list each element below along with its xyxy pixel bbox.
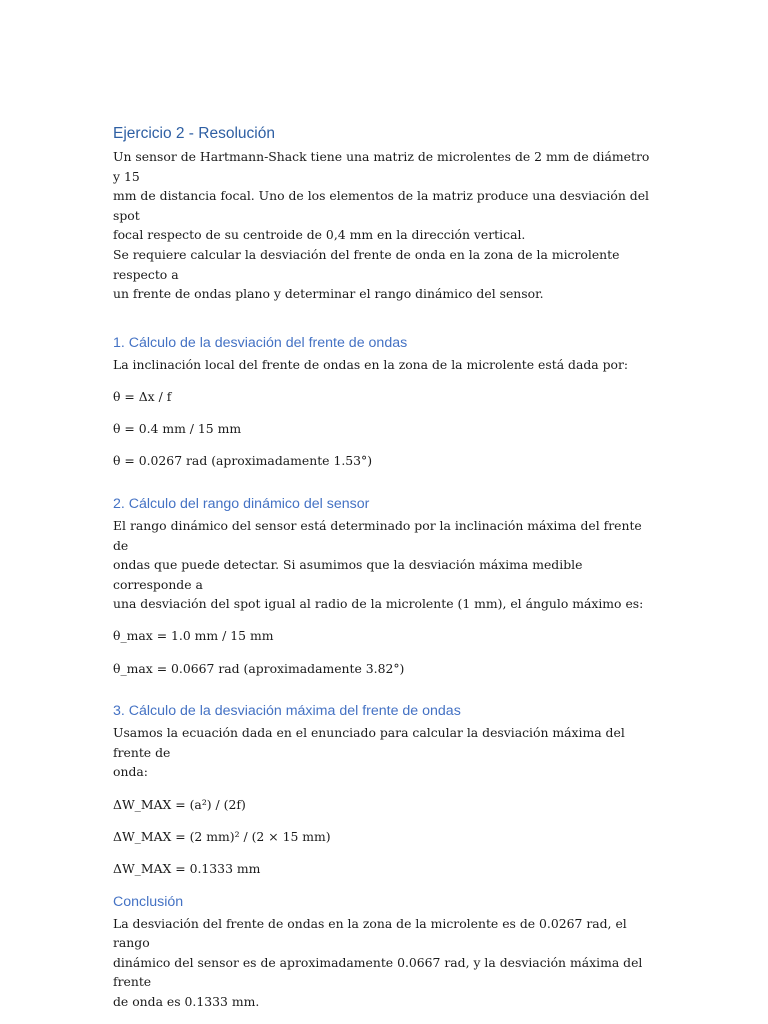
section3-line: onda:: [113, 764, 148, 780]
section2-heading: 2. Cálculo del rango dinámico del sensor: [113, 495, 370, 512]
section1-equation: θ = Δx / f: [113, 388, 172, 404]
section2-line: una desviación del spot igual al radio de la microlente (1 mm), el ángulo máximo es:: [113, 596, 644, 612]
section3-equation: ΔW_MAX = (2 mm)² / (2 × 15 mm): [113, 828, 331, 844]
section2-line: ondas que puede detectar. Si asumimos que la desviación máxima medible corresponde a: [113, 557, 583, 592]
section2-line: El rango dinámico del sensor está determinado por la inclinación máxima del frente de: [113, 517, 642, 553]
section3-line: Usamos la ecuación dada en el enunciado para calcular la desviación máxima del frente de: [113, 725, 625, 760]
conclusion-line: La desviación del frente de ondas en la zona de la microlente es de 0.0267 rad, el rango: [113, 915, 627, 951]
section1-equation: θ = 0.0267 rad (aproximadamente 1.53°): [113, 453, 373, 469]
intro-line: focal respecto de su centroide de 0,4 mm en la dirección vertical.: [113, 227, 526, 243]
section3-heading: 3. Cálculo de la desviación máxima del frente de ondas: [113, 703, 461, 720]
section1-text: La inclinación local del frente de ondas en la zona de la microlente está dada por:: [113, 356, 629, 372]
section2-paragraph: [113, 516, 653, 614]
section2-equation: θ_max = 0.0667 rad (aproximadamente 3.82°): [113, 660, 405, 676]
conclusion-heading: Conclusión: [113, 893, 184, 910]
section3-equation: ΔW_MAX = (a²) / (2f): [113, 796, 246, 812]
document-page: [113, 124, 653, 1012]
intro-line: un frente de ondas plano y determinar el rango dinámico del sensor.: [113, 286, 544, 302]
document-title: Ejercicio 2 - Resolución: [113, 125, 275, 142]
intro-line: mm de distancia focal. Uno de los elementos de la matriz produce una desviación del spot: [113, 188, 650, 223]
section3-paragraph: [113, 723, 653, 782]
intro-line: Se requiere calcular la desviación del frente de onda en la zona de la microlente respecto a: [113, 246, 620, 282]
section1-equation: θ = 0.4 mm / 15 mm: [113, 421, 242, 437]
section1-heading: 1. Cálculo de la desviación del frente de ondas: [113, 334, 408, 351]
conclusion-paragraph: [113, 914, 653, 1012]
section3-equation: ΔW_MAX = 0.1333 mm: [113, 861, 261, 876]
intro-paragraph: [113, 147, 653, 304]
intro-line: Un sensor de Hartmann-Shack tiene una matriz de microlentes de 2 mm de diámetro y 15: [113, 149, 650, 184]
section2-equation: θ_max = 1.0 mm / 15 mm: [113, 628, 274, 644]
conclusion-line: de onda es 0.1333 mm.: [113, 993, 260, 1009]
conclusion-line: dinámico del sensor es de aproximadamente 0.0667 rad, y la desviación máxima del frente: [113, 954, 643, 990]
